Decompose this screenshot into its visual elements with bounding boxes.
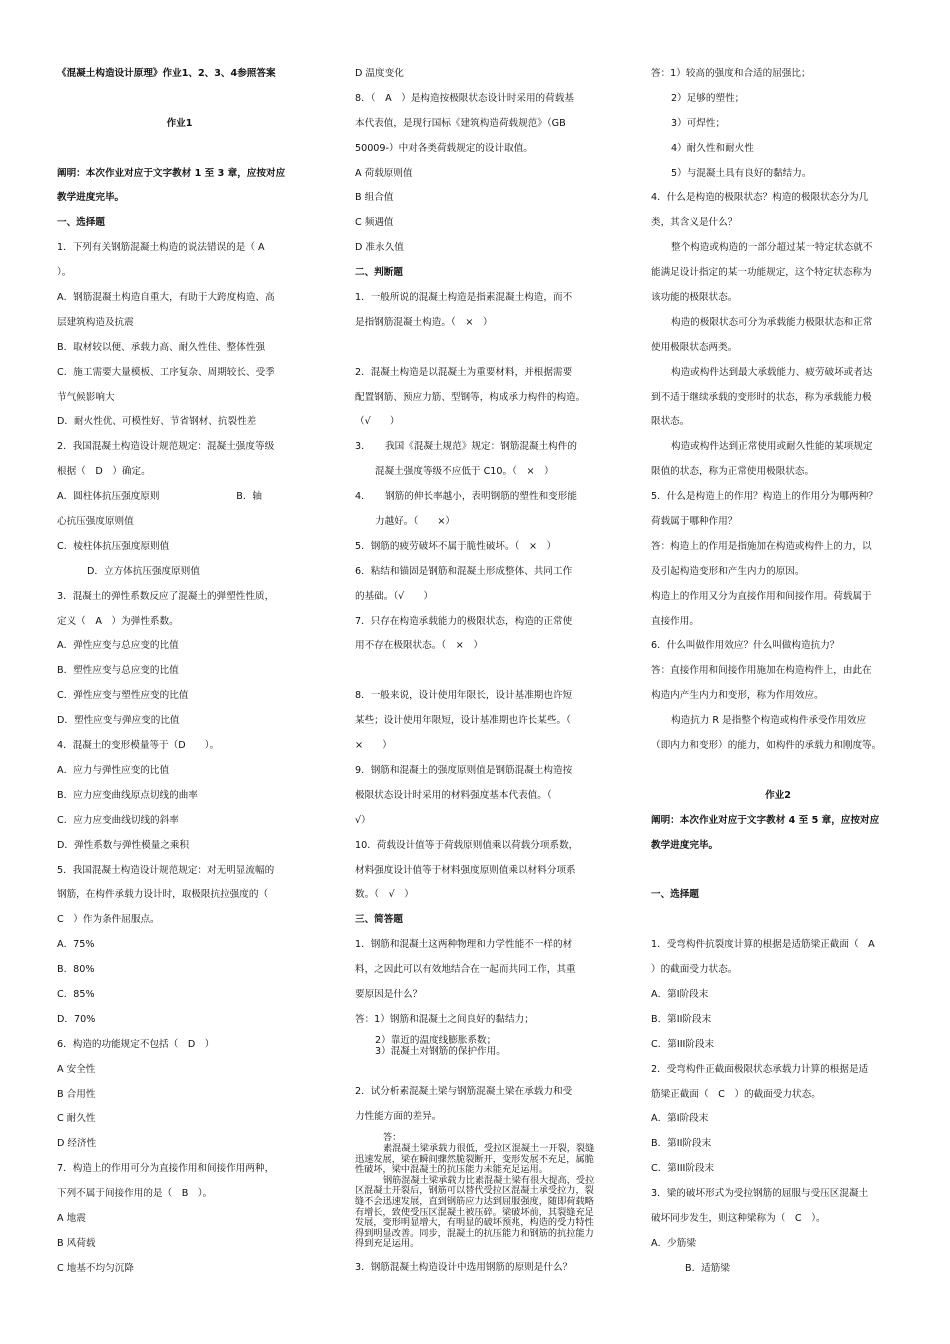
text-line: 力性能方面的差异。 xyxy=(355,1110,442,1122)
text-line: 5）与混凝土具有良好的黏结力。 xyxy=(671,167,812,179)
text-line: 构造的极限状态可分为承载能力极限状态和正常 xyxy=(671,316,873,328)
text-line: A．弹性应变与总应变的比值 xyxy=(57,640,179,652)
text-line: 构造上的作用又分为直接作用和间接作用。荷载属于 xyxy=(651,590,872,602)
text-line: 钢筋，在构件承载力设计时，取极限抗拉强度的（ xyxy=(57,889,269,901)
text-line: 2）足够的塑性； xyxy=(671,92,745,104)
text-line: C．第III阶段末 xyxy=(651,1038,715,1050)
text-line: 2）靠近的温度线膨胀系数； xyxy=(375,1034,497,1046)
text-line: 2．混凝土构造是以混凝土为重要材料，并根据需要 xyxy=(355,366,573,378)
text-line: C．应力应变曲线切线的斜率 xyxy=(57,814,179,826)
text-line: A．圆柱体抗压强度原则 B．轴 xyxy=(57,491,263,503)
text-line: B．适筋梁 xyxy=(685,1262,730,1274)
text-line: 9．钢筋和混凝土的强度原则值是钢筋混凝土构造按 xyxy=(355,764,573,776)
text-line: 数。（ √ ） xyxy=(355,889,414,901)
text-line: B．应力应变曲线原点切线的曲率 xyxy=(57,789,198,801)
text-line: C．施工需要大量模板、工序复杂、周期较长、受季 xyxy=(57,366,275,378)
text-line: A．应力与弹性应变的比值 xyxy=(57,764,170,776)
text-line: A．少筋梁 xyxy=(651,1237,696,1249)
text-line: D 准永久值 xyxy=(355,242,404,254)
text-line: 该功能的极限状态。 xyxy=(651,292,738,304)
heading-line: 教学进度完毕。 xyxy=(57,192,125,204)
text-line: √） xyxy=(355,814,371,826)
text-line: 答：直接作用和间接作用施加在构造构件上，由此在 xyxy=(651,665,872,677)
text-line: C．弹性应变与塑性应变的比值 xyxy=(57,690,189,702)
text-line: 2．我国混凝土构造设计规范规定：混凝土强度等级 xyxy=(57,441,275,453)
text-line: 8．（ A ）是构造按极限状态设计时采用的荷载基 xyxy=(355,92,574,104)
column-left xyxy=(57,64,302,1284)
text-line: 混凝土强度等级不应低于 C10。（ × ） xyxy=(375,466,554,478)
heading-line: 阐明：本次作业对应于文字教材 4 至 5 章，应按对应 xyxy=(651,814,880,826)
text-line: 要原因是什么？ xyxy=(355,988,423,1000)
text-line: A．第I阶段末 xyxy=(651,988,709,1000)
text-line: 是指钢筋混凝土构造。（ × ） xyxy=(355,316,493,328)
dense-answer-block xyxy=(355,1133,603,1250)
text-line: D 经济性 xyxy=(57,1138,97,1150)
text-line: 使用极限状态两类。 xyxy=(651,341,738,353)
text-line: D．70% xyxy=(57,1013,96,1025)
text-line: 1．受弯构件抗裂度计算的根据是适筋梁正截面（ A xyxy=(651,939,875,951)
heading-line: 三、简答题 xyxy=(355,914,403,926)
text-line: C 地基不均匀沉降 xyxy=(57,1262,134,1274)
text-line: 本代表值，是现行国标《建筑构造荷载规范》（GB xyxy=(355,117,566,129)
text-line: A 安全性 xyxy=(57,1063,96,1075)
text-line: ）。 xyxy=(57,267,72,279)
text-line: C．棱柱体抗压强度原则值 xyxy=(57,540,170,552)
text-line: 某些；设计使用年限短，设计基准期也许长某些。（ xyxy=(355,715,571,727)
text-line: C．85% xyxy=(57,988,95,1000)
text-line: 力越好。（ ×） xyxy=(375,516,455,528)
blank-line xyxy=(651,910,905,935)
text-line: 构造抗力 R 是指整个构造或构件承受作用效应 xyxy=(671,715,867,727)
text-line: 6．粘结和锚固是钢筋和混凝土形成整体、共同工作 xyxy=(355,565,573,577)
column-right xyxy=(651,64,905,1284)
text-line: 50009-）中对各类荷载规定的设计取值。 xyxy=(355,142,533,154)
heading-line: 《混凝土构造设计原理》作业1、2、3、4参照答案 xyxy=(57,68,276,79)
text-line: B 风荷载 xyxy=(57,1237,96,1249)
text-line: B．第II阶段末 xyxy=(651,1138,712,1150)
text-line: A 地震 xyxy=(57,1212,86,1224)
text-line: × ） xyxy=(355,740,392,752)
heading-line: 二、判断题 xyxy=(355,267,403,279)
text-line: 直接作用。 xyxy=(651,615,699,627)
text-line: 3）可焊性； xyxy=(671,117,726,129)
text-line: 3）混凝土对钢筋的保护作用。 xyxy=(375,1045,506,1057)
text-line: 1．钢筋和混凝土这两种物理和力学性能不一样的材 xyxy=(355,939,573,951)
text-line: 及引起构造变形和产生内力的原因。 xyxy=(651,565,805,577)
text-line: B．塑性应变与总应变的比值 xyxy=(57,665,179,677)
text-line: 4． 钢筋的伸长率越小，表明钢筋的塑性和变形能 xyxy=(355,491,577,503)
text-line: 2．受弯构件正截面极限状态承载力计算的根据是适 xyxy=(651,1063,869,1075)
text-line: 节气候影响大 xyxy=(57,391,115,403)
heading-line: 作业1 xyxy=(166,117,193,129)
text-line: 8．一般来说，设计使用年限长，设计基准期也许短 xyxy=(355,690,573,702)
text-line: D．塑性应变与弹应变的比值 xyxy=(57,715,180,727)
text-line: 答：1）较高的强度和合适的屈强比； xyxy=(651,68,811,79)
blank-line xyxy=(355,338,603,363)
text-line: 10．荷载设计值等于荷载原则值乘以荷载分项系数， xyxy=(355,839,579,851)
text-line: 3．混凝土的弹性系数反应了混凝土的弹塑性性质， xyxy=(57,590,275,602)
text-line: 整个构造或构造的一部分超过某一特定状态就不 xyxy=(671,242,873,254)
text-line: 构造或构件达到最大承载能力、疲劳破坏或者达 xyxy=(671,366,873,378)
blank-line xyxy=(57,89,302,114)
text-line: B．取材较以便、承载力高、耐久性佳、整体性强 xyxy=(57,341,266,353)
question-2 xyxy=(355,1082,603,1132)
text-line: 能满足设计指定的某一功能规定，这个特定状态称为 xyxy=(651,267,872,279)
text-line: 1．下列有关钢筋混凝土构造的说法错误的是（ A xyxy=(57,242,265,254)
text-line: A 荷载原则值 xyxy=(355,167,413,179)
text-line: 7．构造上的作用可分为直接作用和间接作用两种， xyxy=(57,1163,275,1175)
column-middle xyxy=(355,64,603,1283)
blank-line xyxy=(57,139,302,164)
text-line: C．第III阶段末 xyxy=(651,1163,715,1175)
heading-line: 一、选择题 xyxy=(651,889,699,901)
text-line: 材料强度设计值等于材料强度原则值乘以材料分项系 xyxy=(355,864,576,876)
text-line: 7．只存在构造承载能力的极限状态，构造的正常使 xyxy=(355,615,573,627)
answer-list-tight xyxy=(355,1035,603,1057)
column-middle-top xyxy=(355,64,603,1035)
text-line: 3．钢筋混凝土构造设计中选用钢筋的原则是什么？ xyxy=(355,1261,573,1273)
text-line: 限值的状态，称为正常使用极限状态。 xyxy=(651,466,815,478)
text-line: 到不适于继续承载的变形时的状态，称为承载能力极 xyxy=(651,391,872,403)
text-line: 6．构造的功能规定不包括（ D ） xyxy=(57,1038,215,1050)
text-line: 答：1）钢筋和混凝土之间良好的黏结力； xyxy=(355,1013,534,1025)
spacer xyxy=(355,1057,603,1082)
text-line: 构造或构件达到正常使用或耐久性能的某项规定 xyxy=(671,441,873,453)
text-line: A．钢筋混凝土构造自重大，有助于大跨度构造、高 xyxy=(57,292,275,304)
blank-line xyxy=(651,761,905,786)
text-line: 荷载属于哪种作用？ xyxy=(651,516,738,528)
text-line: 2．试分析素混凝土梁与钢筋混凝土梁在承载力和受 xyxy=(355,1085,573,1097)
text-line: 5．什么是构造上的作用？构造上的作用分为哪两种？ xyxy=(651,491,878,503)
heading-line: 作业2 xyxy=(765,789,791,801)
text-line: （即内力和变形）的能力，如构件的承载力和刚度等。 xyxy=(651,740,882,752)
text-line: 极限状态设计时采用的材料强度基本代表值。（ xyxy=(355,789,552,801)
text-line: D．耐火性优、可模性好、节省钢材、抗裂性差 xyxy=(57,416,257,428)
text-line: 1．一般所说的混凝土构造是指素混凝土构造，而不 xyxy=(355,292,573,304)
text-line: 层建筑构造及抗震 xyxy=(57,316,134,328)
text-line: 4．什么是构造的极限状态？构造的极限状态分为几 xyxy=(651,192,869,204)
text-line: 的基础。（√ ） xyxy=(355,590,434,602)
heading-line: 阐明：本次作业对应于文字教材 1 至 3 章，应按对应 xyxy=(57,167,286,179)
heading-line: 一、选择题 xyxy=(57,217,105,229)
text-line: C ）作为条件屈服点。 xyxy=(57,914,160,926)
text-line: 答：构造上的作用是指施加在构造或构件上的力，以 xyxy=(651,540,872,552)
text-line: 类，其含义是什么？ xyxy=(651,217,738,229)
text-line: A．第I阶段末 xyxy=(651,1113,709,1125)
text-line: 料，之因此可以有效地结合在一起而共同工作，其重 xyxy=(355,964,576,976)
text-line: D．立方体抗压强度原则值 xyxy=(87,565,200,577)
text-line: 限状态。 xyxy=(651,416,690,428)
text-line: C 耐久性 xyxy=(57,1113,96,1125)
text-line: 根据（ D ）确定。 xyxy=(57,466,151,478)
text-line: 心抗压强度原则值 xyxy=(57,516,134,528)
text-line: 破坏同步发生，则这种梁称为（ C ）。 xyxy=(651,1212,826,1224)
text-line: （√ ） xyxy=(355,416,400,428)
text-line: 用不存在极限状态。（ × ） xyxy=(355,640,483,652)
text-line: C 频遇值 xyxy=(355,217,394,229)
text-line: ）的截面受力状态。 xyxy=(651,964,738,976)
text-line: 3． 我国《混凝土规范》规定：钢筋混凝土构件的 xyxy=(355,441,577,453)
heading-line: 教学进度完毕。 xyxy=(651,839,719,851)
text-line: B．80% xyxy=(57,964,95,976)
text-line: 3．梁的破坏形式为受拉钢筋的屈服与受压区混凝土 xyxy=(651,1188,869,1200)
text-line: 筋梁正截面（ C ）的截面受力状态。 xyxy=(651,1088,821,1100)
text-line: 定义（ A ）为弹性系数。 xyxy=(57,615,179,627)
text-line: 6．什么叫做作用效应？什么叫做构造抗力？ xyxy=(651,640,840,652)
text-line: B 组合值 xyxy=(355,192,394,204)
question-3 xyxy=(355,1258,603,1283)
text-line: 4．混凝土的变形模量等于（D ）。 xyxy=(57,740,220,752)
text-line: 4）耐久性和耐火性 xyxy=(671,142,754,154)
text-line: D 温度变化 xyxy=(355,68,404,79)
text-line: 配置钢筋、预应力筋、型钢等，构成承力构件的构造。 xyxy=(355,391,586,403)
text-line: 5．我国混凝土构造设计规范规定：对无明显流幅的 xyxy=(57,864,275,876)
text-line: B．第II阶段末 xyxy=(651,1013,712,1025)
answer-paragraph-1: 素混凝土梁承载力很低，受拉区混凝土一开裂，裂缝迅速发展，梁在瞬间骤然脆裂断开，变形发展不充足，属脆性破坏，梁中混凝土的抗压能力未能充足运用。 xyxy=(355,1143,595,1176)
text-line: 下列不属于间接作用的是（ B ）。 xyxy=(57,1188,213,1200)
text-line: 5．钢筋的疲劳破坏不属于脆性破坏。（ × ） xyxy=(355,540,557,552)
text-line: B 合用性 xyxy=(57,1088,96,1100)
text-line: A．75% xyxy=(57,939,95,951)
answer-paragraph-2: 钢筋混凝土梁承载力比素混凝土梁有很大提高，受拉区混凝土开裂后，钢筋可以替代受拉区混凝土承受拉力，裂缝不会迅速发展，直到钢筋应力达到屈服强度，随即荷载略有增长，致使受压区混凝土被压碎。梁破坏前，其裂缝充足发展，变形明显增大，有明显的破坏预兆，构造的受力特性得到明显改善。同步，混凝土的抗压能力和钢筋的抗拉能力得到充足运用。 xyxy=(355,1174,595,1250)
answer-head: 答： xyxy=(383,1132,402,1144)
text-line: 构造内产生内力和变形，称为作用效应。 xyxy=(651,690,824,702)
blank-line xyxy=(651,861,905,886)
blank-line xyxy=(355,661,603,686)
text-line: D．弹性系数与弹性模量之乘积 xyxy=(57,839,190,851)
